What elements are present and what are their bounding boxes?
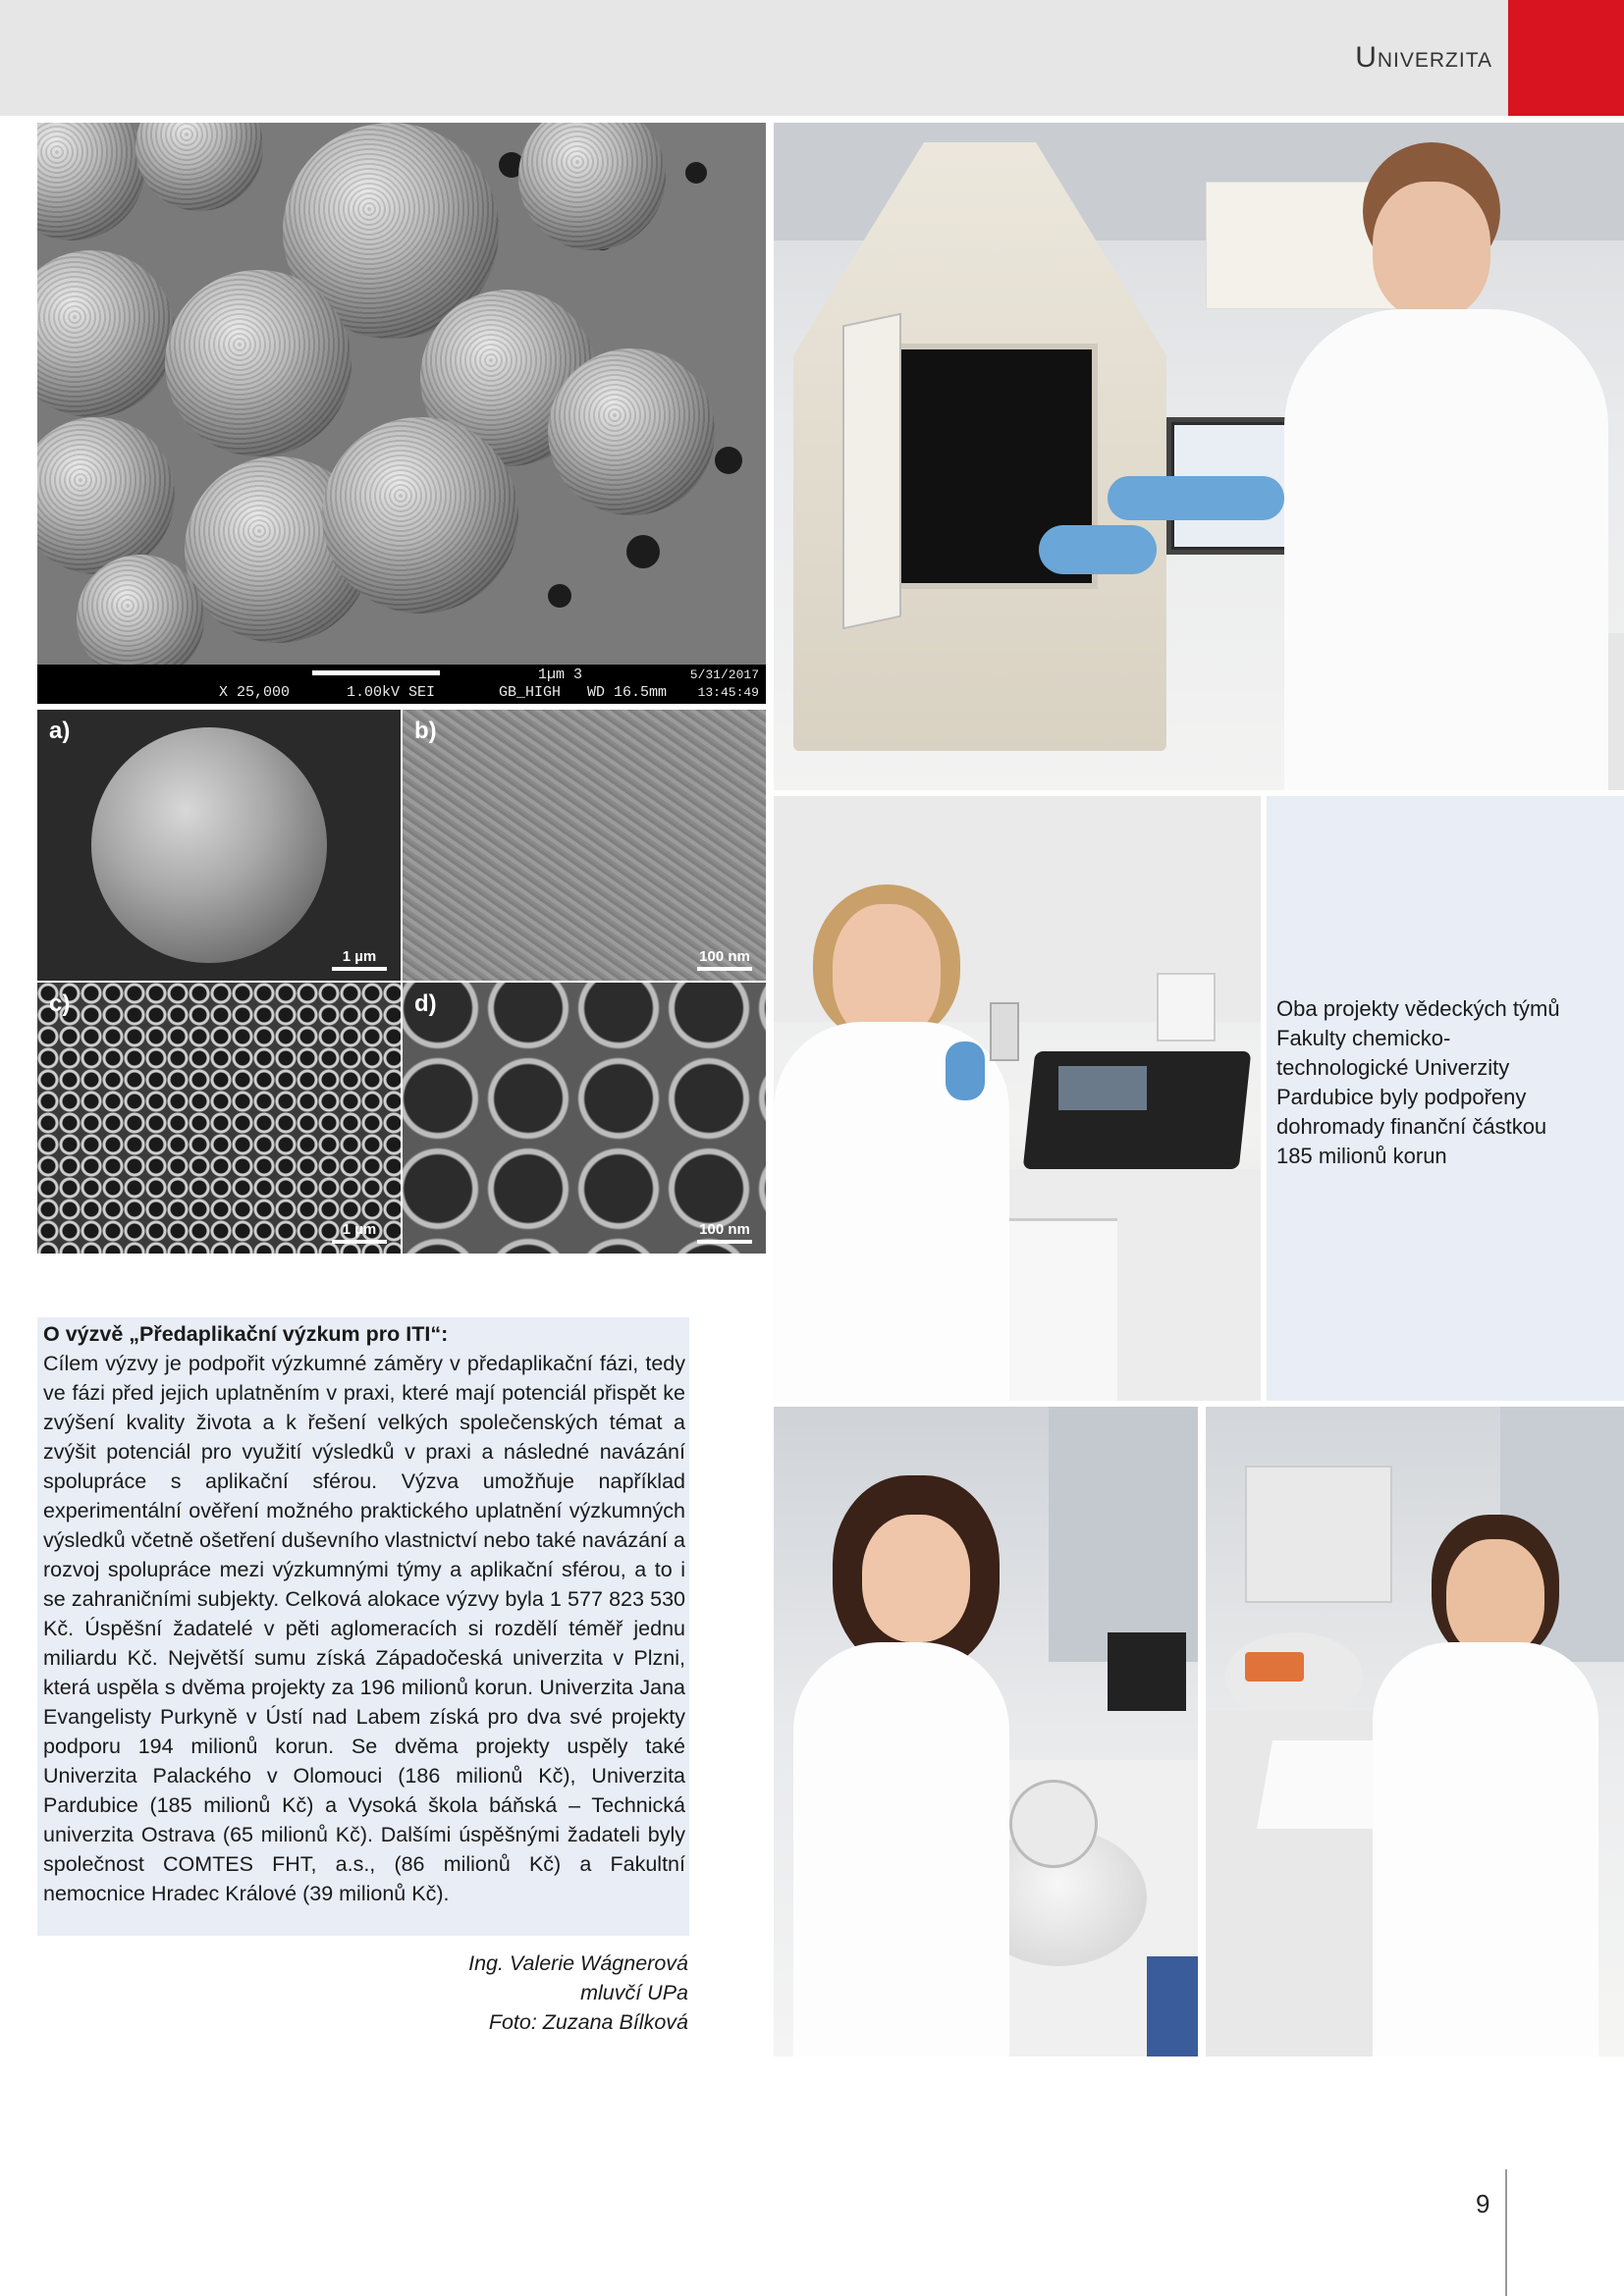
panel-scale: 1 µm	[332, 948, 387, 971]
section-title: Univerzita	[1355, 41, 1492, 74]
page-number: 9	[1476, 2189, 1490, 2218]
sem-working-distance: WD 16.5mm	[587, 684, 668, 701]
article-title: O výzvě „Předaplikační výzkum pro ITI“:	[43, 1322, 449, 1346]
lab-photo-imager	[774, 123, 1624, 790]
sem-info-bar	[37, 665, 766, 704]
sem-datetime: 5/31/2017 13:45:49	[689, 667, 759, 700]
panel-letter: d)	[414, 990, 437, 1017]
byline-author: Ing. Valerie Wágnerová	[468, 1951, 688, 1975]
panel-letter: b)	[414, 718, 437, 744]
header-accent-block	[1508, 0, 1624, 116]
sem-scale-label: 1µm 3	[538, 667, 583, 683]
sem-voltage: 1.00kV SEI	[347, 684, 436, 701]
panel-scale: 100 nm	[697, 948, 752, 971]
page-number-rule	[1505, 2169, 1507, 2296]
byline-photo-credit: Foto: Zuzana Bílková	[488, 2010, 688, 2034]
sem-panel-a	[37, 710, 401, 981]
panel-scale: 100 nm	[697, 1221, 752, 1244]
lab-photo-spectrophotometer	[774, 796, 1261, 1401]
sem-micrograph-main	[37, 123, 766, 704]
sem-panel-d	[403, 983, 766, 1254]
byline	[296, 1949, 688, 2037]
panel-scale: 1 µm	[332, 1221, 387, 1244]
sem-magnification: X 25,000	[219, 684, 291, 701]
lab-photo-centrifuge	[774, 1407, 1198, 2056]
lab-photo-pipetting	[1206, 1407, 1624, 2056]
sem-detector: GB_HIGH	[499, 684, 562, 701]
panel-letter: c)	[49, 990, 71, 1017]
sem-panel-c	[37, 983, 401, 1254]
sem-panel-b	[403, 710, 766, 981]
header-band	[0, 0, 1508, 116]
photo-caption: Oba projekty vědeckých týmů Fakulty chemicko-technologické Univerzity Pardubice byly podpořeny dohromady finanční částkou 185 milionů korun	[1276, 996, 1560, 1168]
panel-letter: a)	[49, 718, 71, 744]
article-body: Cílem výzvy je podpořit výzkumné záměry v předaplikační fázi, tedy ve fázi před jejich uplatněním v praxi, které mají potenciál přispět ke zvýšení kvality života a k řešení velkých společenských témat a zvýšit potenciál pro využití výsledků v praxi a následné navázání spolupráce s aplikační sférou. Výzva umožňuje například experimentální ověření možného praktického uplatnění výzkumných výsledků včetně ošetření duševního vlastnictví nebo také navázání a rozvoj spolupráce mezi výzkumnými týmy a aplikační sférou, a to i se zahraničními subjekty. Celková alokace výzvy byla 1 577 823 530 Kč. Úspěšní žadatelé v pěti aglomeracích si rozdělí téměř jednu miliardu Kč. Největší sumu získá Západočeská univerzita v Plzni, která uspěla s dvěma projekty za 196 milionů korun. Univerzita Jana Evangelisty Purkyně v Ústí nad Labem získá pro dva své projekty podporu 194 milionů korun. Se dvěma projekty uspěly také Univerzita Palackého v Olomouci (186 milionů Kč), Univerzita Pardubice (185 milionů Kč) a Vysoká škola báňská – Technická univerzita Ostrava (65 milionů Kč). Dalšími úspěšnými žadateli byly společnost COMTES FHT, a.s., (86 milionů Kč) a Fakultní nemocnice Hradec Králové (39 milionů Kč).	[43, 1352, 685, 1905]
byline-role: mluvčí UPa	[580, 1981, 688, 2004]
